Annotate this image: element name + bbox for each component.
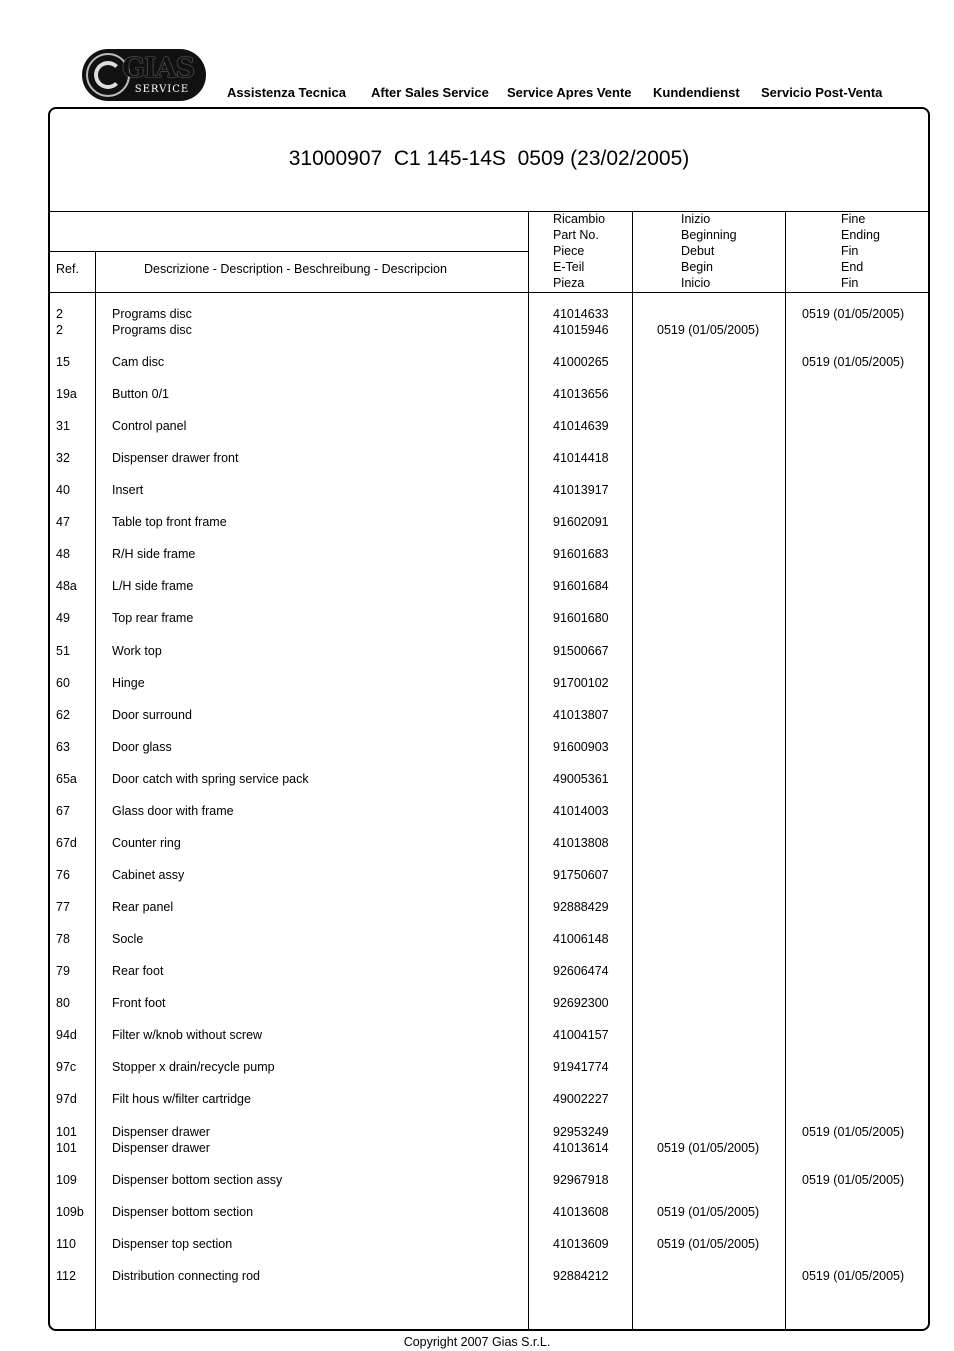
ref-cell: 94d	[56, 1028, 77, 1042]
ref-cell: 78	[56, 932, 70, 946]
ref-cell: 77	[56, 900, 70, 914]
part-number-cell: 41014003	[553, 804, 609, 818]
document-title: 31000907 C1 145-14S 0509 (23/02/2005)	[288, 147, 690, 170]
description-cell: Cam disc	[112, 355, 165, 369]
ref-cell: 51	[56, 644, 70, 658]
part-number-cell: 41014639	[553, 419, 609, 433]
part-number-cell: 41013608	[553, 1205, 609, 1219]
description-cell: Work top	[112, 644, 162, 658]
ending-label-fr: Fin	[841, 244, 859, 258]
part-no-label-de: E-Teil	[553, 260, 585, 274]
part-number-cell: 92888429	[553, 900, 609, 914]
logo-brand: GIAS	[122, 53, 195, 84]
description-cell: Dispenser bottom section	[112, 1205, 254, 1219]
description-cell: Stopper x drain/recycle pump	[112, 1060, 275, 1074]
part-number-cell: 92692300	[553, 996, 609, 1010]
part-number-cell: 41015946	[553, 323, 609, 337]
description-cell: Filt hous w/filter cartridge	[112, 1092, 251, 1106]
description-cell: Button 0/1	[112, 387, 169, 401]
part-column-divider	[632, 211, 633, 1330]
ref-cell: 63	[56, 740, 70, 754]
ref-cell: 109	[56, 1173, 77, 1187]
ref-cell: 2	[56, 323, 63, 337]
header-english: After Sales Service	[371, 85, 489, 100]
part-no-label-es: Pieza	[553, 276, 585, 290]
copyright-notice: Copyright 2007 Gias S.r.L.	[403, 1335, 551, 1349]
description-cell: Door surround	[112, 708, 192, 722]
ref-cell: 15	[56, 355, 70, 369]
ref-cell: 112	[56, 1269, 76, 1283]
description-cell: Rear foot	[112, 964, 164, 978]
part-number-cell: 41014633	[553, 307, 609, 321]
description-cell: Dispenser top section	[112, 1237, 233, 1251]
ref-cell: 101	[56, 1141, 77, 1155]
ending-label-de: End	[841, 260, 864, 274]
description-cell: Filter w/knob without screw	[112, 1028, 263, 1042]
description-cell: R/H side frame	[112, 547, 196, 561]
ref-cell: 101	[56, 1125, 77, 1139]
part-no-label-en: Part No.	[553, 228, 599, 242]
ref-cell: 62	[56, 708, 70, 722]
part-number-cell: 91750607	[553, 868, 609, 882]
part-number-cell: 92606474	[553, 964, 609, 978]
part-number-cell: 91601680	[553, 611, 609, 625]
ending-column-header	[841, 211, 880, 291]
header-italian: Assistenza Tecnica	[227, 85, 346, 100]
gias-service-logo	[82, 49, 206, 101]
ref-cell: 60	[56, 676, 70, 690]
part-number-cell: 92967918	[553, 1173, 609, 1187]
beginning-cell: 0519 (01/05/2005)	[657, 1237, 760, 1251]
description-cell: L/H side frame	[112, 579, 194, 593]
ref-cell: 40	[56, 483, 70, 497]
description-cell: Programs disc	[112, 307, 192, 321]
title-divider	[48, 211, 930, 212]
ref-cell: 67	[56, 804, 70, 818]
description-cell: Top rear frame	[112, 611, 194, 625]
ending-label-it: Fine	[841, 212, 866, 226]
part-number-cell: 41006148	[553, 932, 609, 946]
ref-cell: 47	[56, 515, 70, 529]
part-number-cell: 41013614	[553, 1141, 609, 1155]
ending-cell: 0519 (01/05/2005)	[802, 355, 905, 369]
ending-cell: 0519 (01/05/2005)	[802, 1173, 905, 1187]
description-cell: Dispenser drawer	[112, 1125, 210, 1139]
part-number-cell: 49005361	[553, 772, 609, 786]
ref-cell: 32	[56, 451, 70, 465]
part-number-cell: 91700102	[553, 676, 609, 690]
description-cell: Dispenser bottom section assy	[112, 1173, 283, 1187]
description-cell: Table top front frame	[112, 515, 227, 529]
ref-cell: 19a	[56, 387, 77, 401]
ref-cell: 49	[56, 611, 70, 625]
description-cell: Front foot	[112, 996, 166, 1010]
ref-cell: 65a	[56, 772, 77, 786]
ref-cell: 48	[56, 547, 70, 561]
part-number-cell: 91602091	[553, 515, 609, 529]
beginning-cell: 0519 (01/05/2005)	[657, 323, 760, 337]
description-cell: Distribution connecting rod	[112, 1269, 260, 1283]
beginning-label-en: Beginning	[681, 228, 737, 242]
ending-cell: 0519 (01/05/2005)	[802, 1269, 905, 1283]
description-cell: Counter ring	[112, 836, 181, 850]
description-cell: Rear panel	[112, 900, 174, 914]
description-column-header: Descrizione - Description - Beschreibung - Descripcion	[144, 262, 447, 276]
header-bottom-divider	[48, 292, 930, 293]
part-number-cell: 91941774	[553, 1060, 609, 1074]
part-no-label-fr: Piece	[553, 244, 585, 258]
part-number-cell: 41013807	[553, 708, 609, 722]
part-no-label-it: Ricambio	[553, 212, 606, 226]
beginning-label-es: Inicio	[681, 276, 711, 290]
beginning-cell: 0519 (01/05/2005)	[657, 1141, 760, 1155]
part-no-column-header	[553, 211, 605, 291]
beginning-label-fr: Debut	[681, 244, 715, 258]
part-number-cell: 41004157	[553, 1028, 609, 1042]
description-cell: Door glass	[112, 740, 172, 754]
beginning-label-it: Inizio	[681, 212, 711, 226]
description-cell: Programs disc	[112, 323, 192, 337]
ending-cell: 0519 (01/05/2005)	[802, 307, 905, 321]
part-number-cell: 41014418	[553, 451, 609, 465]
part-number-cell: 91500667	[553, 644, 609, 658]
beginning-cell: 0519 (01/05/2005)	[657, 1205, 760, 1219]
description-cell: Dispenser drawer front	[112, 451, 239, 465]
ref-cell: 48a	[56, 579, 77, 593]
part-number-cell: 91600903	[553, 740, 609, 754]
header-spanish: Servicio Post-Venta	[761, 85, 883, 100]
part-number-cell: 49002227	[553, 1092, 609, 1106]
ref-cell: 97c	[56, 1060, 77, 1074]
part-number-cell: 91601684	[553, 579, 609, 593]
ref-cell: 80	[56, 996, 70, 1010]
part-number-cell: 41013808	[553, 836, 609, 850]
part-number-cell: 41013917	[553, 483, 609, 497]
ref-cell: 97d	[56, 1092, 77, 1106]
ref-cell: 109b	[56, 1205, 84, 1219]
ref-column-header: Ref.	[56, 262, 79, 276]
description-cell: Dispenser drawer	[112, 1141, 210, 1155]
part-number-cell: 92953249	[553, 1125, 609, 1139]
ref-cell: 79	[56, 964, 70, 978]
ref-cell: 2	[56, 307, 63, 321]
ending-label-en: Ending	[841, 228, 880, 242]
ending-label-es: Fin	[841, 276, 859, 290]
description-cell: Socle	[112, 932, 144, 946]
description-cell: Control panel	[112, 419, 187, 433]
part-number-cell: 41013656	[553, 387, 609, 401]
ref-cell: 67d	[56, 836, 77, 850]
description-column-divider	[528, 211, 529, 1330]
logo-subtitle: SERVICE	[134, 84, 190, 95]
description-cell: Cabinet assy	[112, 868, 185, 882]
part-number-cell: 41000265	[553, 355, 609, 369]
description-cell: Hinge	[112, 676, 145, 690]
ref-cell: 31	[56, 419, 70, 433]
description-cell: Glass door with frame	[112, 804, 234, 818]
beginning-column-divider	[785, 211, 786, 1330]
beginning-label-de: Begin	[681, 260, 713, 274]
ref-column-divider	[95, 251, 96, 1330]
header-inner-divider	[48, 251, 529, 252]
part-number-cell: 41013609	[553, 1237, 609, 1251]
header-french: Service Apres Vente	[507, 85, 632, 100]
beginning-column-header	[681, 211, 737, 291]
part-number-cell: 92884212	[553, 1269, 609, 1283]
part-number-cell: 91601683	[553, 547, 609, 561]
header-german: Kundendienst	[653, 85, 740, 100]
ending-cell: 0519 (01/05/2005)	[802, 1125, 905, 1139]
ref-cell: 110	[56, 1237, 76, 1251]
description-cell: Door catch with spring service pack	[112, 772, 309, 786]
description-cell: Insert	[112, 483, 144, 497]
ref-cell: 76	[56, 868, 70, 882]
